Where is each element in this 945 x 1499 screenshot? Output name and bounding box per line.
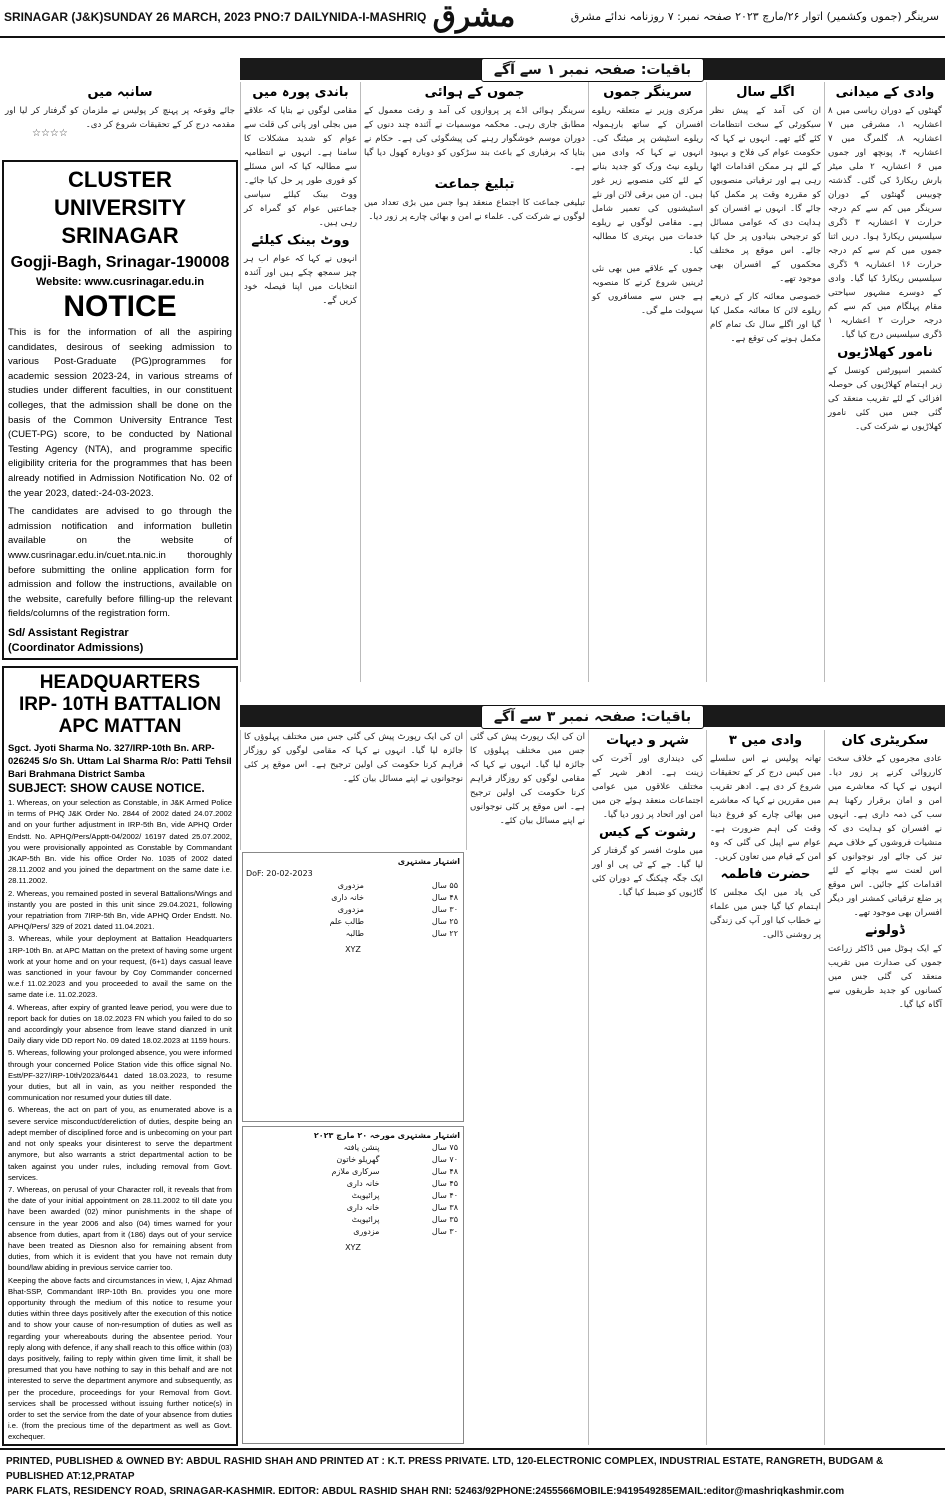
notice-table-row: [246, 1154, 460, 1166]
notice-table-cell: پرائیویٹ: [246, 1190, 381, 1202]
notice-table-row: [246, 916, 460, 928]
notice-paragraph: 3. Whereas, while your deployment at Battalion Headquarters 1RP-10th Bn. at APC Mattan on the pretext of having some urgent work at your home and on your request, (6+1) days casual leave was sanctioned in your favour by Coy Commander concerned w.e.f 11.02.2023 and you proceeded to avail the same on the same date i.e. 11.02.2023.: [4, 933, 236, 1000]
imprint-footer: [0, 1448, 945, 1485]
notice-table-cell: ۴۸ سال: [381, 1166, 460, 1178]
article-heading: وادی میں ۳: [710, 734, 821, 748]
notice-table-footer: XYZ: [246, 1242, 460, 1254]
notice-table-title: اشتہار مشتہری: [246, 856, 460, 868]
newspaper-logo: مشرق: [430, 0, 518, 34]
article-heading: سکریٹری کان: [828, 734, 942, 748]
notice-table-cell: مزدوری: [246, 880, 366, 892]
article-column: [240, 730, 466, 850]
article-subheading: ڈولونے: [828, 924, 942, 938]
university-name: CLUSTER UNIVERSITY SRINAGAR: [4, 162, 236, 250]
notice-table-cell: مزدوری: [246, 904, 366, 916]
notice-table-cell: ۳۵ سال: [381, 1214, 460, 1226]
notice-paragraphs: [4, 797, 236, 1443]
notice-signature-title: (Coordinator Admissions): [4, 641, 236, 656]
notice-table-title: اشتہار مشتہری مورخہ ۲۰ مارچ ۲۰۲۳: [246, 1130, 460, 1142]
article-body: انہوں نے کہا کہ عوام اب ہر چیز سمجھ چکے ہیں اور آئندہ انتخابات میں اپنا فیصلہ خود کریں گے۔: [244, 252, 357, 308]
notice-table-rows: [246, 880, 460, 940]
notice-table-row: [246, 1190, 460, 1202]
notice-paragraph: 4. Whereas, after expiry of granted leave period, you were due to report back for duties on 18.02.2023 FN which you failed to do so and accordingly your absence from leave stand dianzed in unit Daily diary vide DD report No. 09 dated 18.02.2023 at 1159 hours.: [4, 1002, 236, 1047]
article-body: ان کی ایک رپورٹ پیش کی گئی جس میں مختلف پہلوؤں کا جائزہ لیا گیا۔ انہوں نے کہا کہ مقامی لوگوں کو روزگار فراہم کرنا حکومت کی اولین ترجیح ہے۔ اس موقع پر کئی نوجوانوں نے اپنے مسائل بیان کئے۔: [470, 730, 585, 828]
irp-headquarters: HEADQUARTERS: [4, 668, 236, 694]
public-notice-table: [242, 1126, 464, 1444]
imprint-line-1: PRINTED, PUBLISHED & OWNED BY: ABDUL RASHID SHAH AND PRINTED AT : K.T. PRESS PRIVATE. LTD, 120-ELECTRONIC COMPLEX, INDUSTRIAL ESTATE, RANGRETH, BUDGAM & PUBLISHED AT:12,PRATAP: [6, 1454, 939, 1484]
notice-table-row: [246, 1214, 460, 1226]
continuation-banner-label: باقیات: صفحہ نمبر ۱ سے آگے: [481, 58, 704, 82]
article-column: [824, 730, 945, 1445]
notice-table-row: [246, 928, 460, 940]
notice-table-date: DoF: 20-02-2023: [246, 868, 460, 880]
article-body: کے ایک ہوٹل میں ڈاکٹر زراعت جموں کی صدارت میں تقریب منعقد کی گئی جس میں کسانوں کو جدید طریقوں سے آگاہ کیا گیا۔: [828, 942, 942, 1012]
article-heading: باندی پورہ میں: [244, 86, 357, 100]
article-body: جموں کے علاقے میں بھی نئی ٹرینیں شروع کرنے کا منصوبہ ہے جس سے مسافروں کو سہولت ملے گی۔: [592, 262, 703, 318]
irp-show-cause-notice-ad: [2, 666, 238, 1446]
notice-paragraph: Keeping the above facts and circumstances in view, I, Ajaz Ahmad Bhat-SSP, Commandant IRP-10th Bn. provides you one more opportunity through the medium of this notice to resume your duties within three days positively after the execution of this notice and to show your cause of non-resumption of duties as well as regarding your whereabouts during the absentee period. Your reply along with defence, if any shall reach to this office within (03) days positively, failing to reply within given time limit, it shall be presumed that you have nothing to say in this behalf and are not interested to serve the department anymore and subsequently, as per the procedure, proceedings for your Removal from Govt. services shall be processed without issuing further notice(s) in order to set the service from the date of your absence from duties i.e. (from the precious time of the department as well as Govt. exchequer.: [4, 1275, 236, 1443]
notice-body-1: This is for the information of all the aspiring candidates, desirous of seeking admission to various Post-Graduate (PG)programmes for academic session 2023-24, in various streams of studies under different faculties, in our constituent colleges, that the admission shall be done on the basis of the Common University Entrance Test (CUET-PG) score, to be conducted by National Testing Agency (NTA), and programme specific eligibility criteria for the programmes that has been already notified in Admission Notification No. 02 of the year 2023, dated:-24-03-2023.: [4, 326, 236, 501]
article-column: [706, 82, 824, 682]
notice-table-cell: ۵۵ سال: [366, 880, 460, 892]
masthead: [0, 0, 945, 38]
public-notice-table: [242, 852, 464, 1122]
notice-table-cell: ۳۰ سال: [366, 904, 460, 916]
notice-paragraph: 6. Whereas, the act on part of you, as enumerated above is a severe service misconduct/dereliction of duties, despite being an adept member of disciplined force and is unbecoming on your part and not only speaks your disinterest to serve the department anymore, but also warrants a strict departmental action to be taken against you under rules, including removal from Govt. services.: [4, 1104, 236, 1182]
irp-location: APC MATTAN: [4, 716, 236, 738]
article-column: [588, 730, 706, 1445]
notice-table-row: [246, 904, 460, 916]
article-column: [466, 730, 588, 850]
article-subheading: رشوت کے کیس: [592, 826, 703, 840]
notice-table-cell: سرکاری ملازم: [246, 1166, 381, 1178]
article-body: مقامی لوگوں نے بتایا کہ علاقے میں بجلی اور پانی کی قلت سے عوام کو شدید مشکلات کا سامنا ہے۔ انہوں نے انتظامیہ سے مطالبہ کیا کہ اس مسئلے کو فوری طور پر حل کیا جائے۔ ووٹ بینک کیلئے سیاسی جماعتیں عوام کو گمراہ کر رہی ہیں۔: [244, 104, 357, 230]
article-body: کشمیر اسپورٹس کونسل کے زیر اہتمام کھلاڑیوں کی حوصلہ افزائی کے لئے تقریب منعقد کی گئی جس میں کئی نامور کھلاڑیوں نے شرکت کی۔: [828, 364, 942, 434]
notice-table-cell: مزدوری: [246, 1226, 381, 1238]
article-body: میں ملوث افسر کو گرفتار کر لیا گیا۔ جے کے ٹی پی او اور ایک جگہ چیکنگ کے دوران کئی گاڑیوں کو ضبط کیا گیا۔: [592, 844, 703, 900]
article-body: مرکزی وزیر نے متعلقہ ریلوے افسران کے ساتھ بارہمولہ ریلوے اسٹیشن پر میٹنگ کی۔ انہوں نے کہا کہ وادی میں ریلوے نیٹ ورک کو جدید بنانے کے لئے کئی منصوبے زیر غور ہیں۔ ان میں برقی لائن اور نئے اسٹیشنوں کی تعمیر شامل ہے۔ مقامی لوگوں نے ریلوے خدمات میں بہتری کا مطالبہ کیا۔: [592, 104, 703, 258]
notice-title: NOTICE: [4, 290, 236, 324]
article-heading: جموں کے ہوائی: [364, 86, 585, 100]
article-heading: شہر و دیہات: [592, 734, 703, 748]
article-subheading: ووٹ بینک کیلئے: [244, 234, 357, 248]
notice-table-cell: پرائیویٹ: [246, 1214, 381, 1226]
article-heading: وادی کے میدانی: [828, 86, 942, 100]
notice-table-cell: ۴۸ سال: [366, 892, 460, 904]
continuation-banner-top: [240, 58, 945, 80]
article-body: گھنٹوں کے دوران ریاسی میں ۸ اعشاریہ ۱، مشرقی میں ۷ اعشاریہ ۸، گلمرگ میں ۷ اعشاریہ ۴، پونچھ اور جموں میں ۶ اعشاریہ ۲ ملی میٹر بارش ریکارڈ کی گئی۔ گذشتہ چوبیس گھنٹوں کے دوران سرینگر میں کم سے کم درجہ حرارت ۷ اعشاریہ ۳ ڈگری سیلسیس ریکارڈ ہوا۔ دریں اثنا جموں میں کم سے کم درجہ حرارت ۱۶ اعشاریہ ۹ ڈگری سیلسیس ریکارڈ کیا گیا۔ وادی کے دوسرے مشہور سیاحتی مقام پہلگام میں کم سے کم درجہ حرارت ۲ اعشاریہ ۱ ڈگری سیلسیس درج کیا گیا۔: [828, 104, 942, 342]
notice-paragraph: 7. Whereas, on perusal of your Character roll, it reveals that from the date of your initial appointment on 28.11.2002 to till date you have been awarded (02) minor punishments in the shape of censure in the year 2006 and also (04) times warned for your absence from duties, apart from it (186) days out of your service have been treated as Diesnon also for remaining absent from duties, from which it is evident that you have not remain duty bound/law abiding in previous service carrier too.: [4, 1184, 236, 1274]
notice-table-cell: ۲۵ سال: [366, 916, 460, 928]
notice-table-row: [246, 1226, 460, 1238]
article-heading: اگلے سال: [710, 86, 821, 100]
notice-table-cell: طالب علم: [246, 916, 366, 928]
notice-table-row: [246, 892, 460, 904]
article-column-left-thin: [2, 82, 238, 160]
notice-paragraph: 1. Whereas, on your selection as Constable, in J&K Armed Police in terms of PHQ J&K Order No. 2844 of 2002 dated 24.07.2002 and on your further adjustment in IRP-5th Bn, vide APHQ Order Endstt. No. APHQ/Pers/Apptt-04/2002/ 16197 dated 25.07.2002, you were provisionally appointed as Constable by Commandant JKAP-5th Bn. vide his office Order No. 1035 of 2002 dated 28.11.2002 and you joined the department on the same date i.e. 28.11.2002.: [4, 797, 236, 887]
notice-table-cell: ۴۰ سال: [381, 1190, 460, 1202]
masthead-dateline: SRINAGAR (J&K)SUNDAY 26 MARCH, 2023 PNO:7 DAILYNIDA-I-MASHRIQ: [4, 10, 426, 24]
notice-table-row: [246, 1166, 460, 1178]
article-subheading: حضرت فاطمہ: [710, 868, 821, 882]
article-body: ان کی ایک رپورٹ پیش کی گئی جس میں مختلف پہلوؤں کا جائزہ لیا گیا۔ انہوں نے کہا کہ مقامی لوگوں کو روزگار فراہم کرنا حکومت کی اولین ترجیح ہے۔ اس موقع پر کئی نوجوانوں نے اپنے مسائل بیان کئے۔: [244, 730, 463, 786]
notice-table-cell: ۷۰ سال: [381, 1154, 460, 1166]
article-body: جائے وقوعہ پر پہنچ کر پولیس نے ملزمان کو گرفتار کر لیا اور مقدمہ درج کر کے تحقیقات شروع کر دی۔: [5, 104, 235, 132]
article-column: [588, 82, 706, 682]
continuation-banner-label: باقیات: صفحہ نمبر ۳ سے آگے: [481, 705, 704, 729]
article-heading: سرینگر جموں: [592, 86, 703, 100]
notice-table-cell: پنشن یافتہ: [246, 1142, 381, 1154]
notice-table-row: [246, 1202, 460, 1214]
article-body: عادی مجرموں کے خلاف سخت کارروائی کرنے پر زور دیا۔ انہوں نے کہا کہ معاشرے میں امن و امان برقرار رکھنا ہم سب کی ذمہ داری ہے۔ انہوں نے افسران کو ہدایت دی کہ منشیات فروشوں کے خلاف مہم تیز کی جائے اور نوجوانوں کو اس لعنت سے بچانے کے لئے اقدامات کئے جائیں۔ اس موقع پر ضلع ترقیاتی کمشنر اور دیگر افسران بھی موجود تھے۔: [828, 752, 942, 920]
notice-table-cell: خانہ داری: [246, 1202, 381, 1214]
notice-table-cell: ۷۵ سال: [381, 1142, 460, 1154]
notice-table-cell: ۳۰ سال: [381, 1226, 460, 1238]
article-column: [360, 82, 588, 682]
article-heading: سانبہ میں: [5, 86, 235, 100]
article-column: [824, 82, 945, 682]
notice-table-cell: طالبہ: [246, 928, 366, 940]
article-column: [706, 730, 824, 1445]
irp-battalion: IRP- 10TH BATTALION: [4, 694, 236, 716]
notice-body-2: The candidates are advised to go through the admission notification and information bulletin available on the website of www.cusrinagar.edu.in/cuet.nta.nic.in thoroughly before submitting the online application form for admission and follow the instructions, available on the website, carefully before filling-up the relevant fields/columns of the registration form.: [4, 505, 236, 622]
notice-table-cell: گھریلو خاتون: [246, 1154, 381, 1166]
cluster-university-notice-ad: [2, 160, 238, 660]
article-column: [240, 82, 360, 682]
notice-dipk-number: [4, 656, 236, 660]
decorative-stars: ☆☆☆☆: [32, 128, 68, 139]
university-address: Gogji-Bagh, Srinagar-190008: [4, 254, 236, 272]
notice-signature: Sd/ Assistant Registrar: [4, 626, 236, 641]
notice-table-rows: [246, 1142, 460, 1238]
notice-table-cell: ۴۵ سال: [381, 1178, 460, 1190]
article-body: خصوصی معائنہ کار کے ذریعے ریلوے لائن کا معائنہ مکمل کیا گیا اور اگلے سال تک تمام کام مکمل ہونے کی توقع ہے۔: [710, 290, 821, 346]
notice-table-footer: XYZ: [246, 944, 460, 956]
notice-table-cell: ۲۲ سال: [366, 928, 460, 940]
notice-table-cell: خانہ داری: [246, 1178, 381, 1190]
notice-table-cell: خانہ داری: [246, 892, 366, 904]
notice-table-row: [246, 1178, 460, 1190]
article-body: تھانہ پولیس نے اس سلسلے میں کیس درج کر کے تحقیقات شروع کر دی ہے۔ ادھر تقریب میں مقررین نے کہا کہ معاشرے میں بھائی چارے کو فروغ دینا وقت کی اہم ضرورت ہے۔ عوام سے اپیل کی گئی کہ وہ امن کے قیام میں تعاون کریں۔: [710, 752, 821, 864]
article-body: کی دینداری اور آخرت کی زینت ہے۔ ادھر شہر کے مختلف علاقوں میں عوامی اجتماعات منعقد ہوئے جن میں امن اور اتحاد پر زور دیا گیا۔: [592, 752, 703, 822]
masthead-urdu-dateline: سرینگر (جموں وکشمیر) اتوار ۲۶/مارچ ۲۰۲۳ صفحہ نمبر: ۷ روزنامہ ندائے مشرق: [571, 10, 939, 23]
article-body: تبلیغی جماعت کا اجتماع منعقد ہوا جس میں بڑی تعداد میں لوگوں نے شرکت کی۔ علماء نے امن و بھائی چارے پر زور دیا۔: [364, 196, 585, 224]
article-body: ان کی آمد کے پیش نظر سیکورٹی کے سخت انتظامات کئے گئے تھے۔ انہوں نے کہا کہ حکومت عوام کی فلاح و بہبود کے لئے ہر ممکن اقدامات اٹھا رہی ہے اور ترقیاتی منصوبوں کو مقررہ وقت پر مکمل کیا جائے گا۔ انہوں نے افسران کو ہدایت دی کہ عوامی مسائل کو ترجیحی بنیادوں پر حل کیا جائے۔ اس موقع پر مختلف محکموں کے افسران بھی موجود تھے۔: [710, 104, 821, 286]
notice-paragraph: 2. Whereas, you remained posted in several Battalions/Wings and instantly you are posted in this unit since 29.04.2021, following your repatriation from 7IRP-5th Bn, vide APHQ Order Endstt. No. APHQ/Pers/ 329 of 2021 dated 11.04.2021.: [4, 888, 236, 933]
imprint-line-2: PARK FLATS, RESIDENCY ROAD, SRINAGAR-KASHMIR. EDITOR: ABDUL RASHID SHAH RNI: 52463/92PHONE:2455566MOBILE:9419549285EMAIL:editor@mashriqkashmir.com: [6, 1484, 939, 1499]
article-body: کی یاد میں ایک مجلس کا اہتمام کیا گیا جس میں علماء نے خطاب کیا اور آپ کی زندگی پر روشنی ڈالی۔: [710, 886, 821, 942]
notice-addressee: Sgct. Jyoti Sharma No. 327/IRP-10th Bn. ARP-026245 S/o Sh. Uttam Lal Sharma R/o: Patti Tehsil Bari Brahmana District Samba: [4, 742, 236, 781]
article-subheading: نامور کھلاڑیوں: [828, 346, 942, 360]
article-body: سرینگر ہوائی اڈے پر پروازوں کی آمد و رفت معمول کے مطابق جاری رہی۔ محکمہ موسمیات نے آئندہ چند دنوں کے دوران موسم خوشگوار رہنے کی پیشگوئی کی ہے۔ حکام نے بتایا کہ برفباری کے باعث بند سڑکوں کو دوبارہ کھول دیا گیا ہے۔: [364, 104, 585, 174]
article-subheading: تبلیغ جماعت: [364, 178, 585, 192]
notice-table-row: [246, 1142, 460, 1154]
continuation-banner-mid: [240, 705, 945, 727]
university-website: Website: www.cusrinagar.edu.in: [4, 276, 236, 288]
notice-table-row: [246, 880, 460, 892]
notice-table-cell: ۳۸ سال: [381, 1202, 460, 1214]
notice-subject: SUBJECT: SHOW CAUSE NOTICE.: [4, 781, 236, 796]
notice-paragraph: 5. Whereas, following your prolonged absence, you were informed through your concerned Police Station vide this office signal No. Estt/PF-327/IRP-10th/2023/6441 dated 18.03.2023, to resume your duties, but all in vain, as you neither responded the communication nor resumed your duties till date.: [4, 1047, 236, 1103]
